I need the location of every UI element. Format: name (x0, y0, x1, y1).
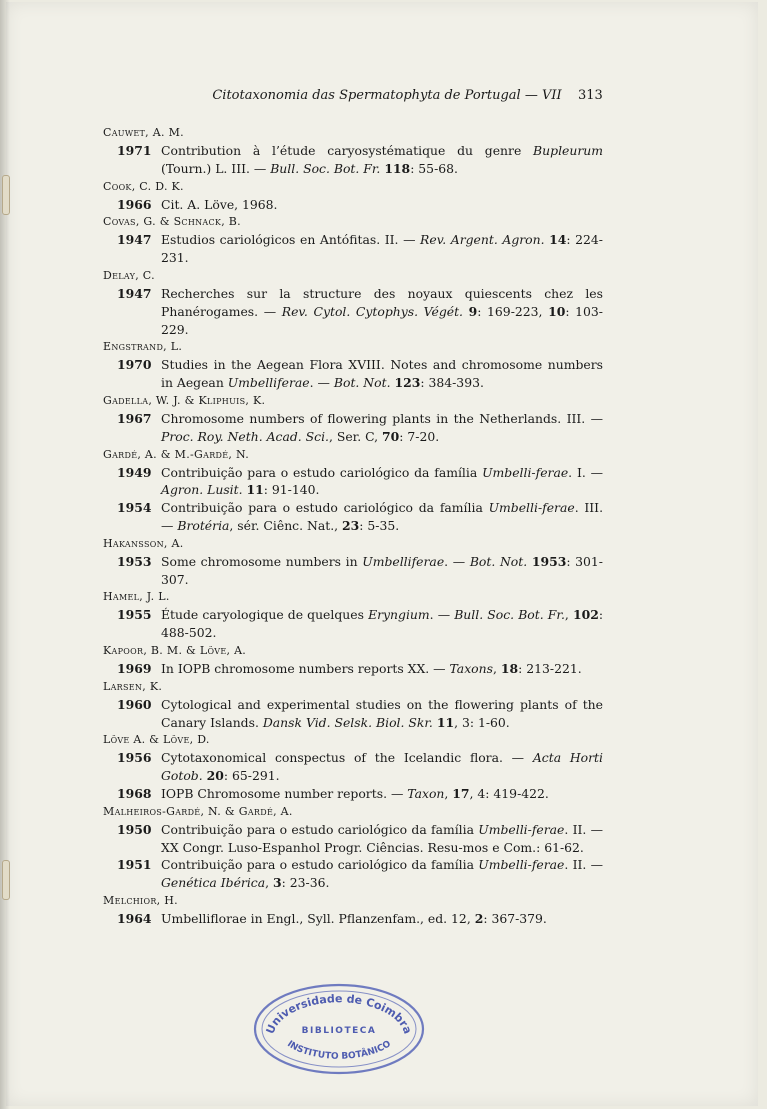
reference-text: Cytological and experimental studies on the flowering plants of the Canary Islands. Dansk Vid. Selsk. Biol. Skr. 11, 3: 1-60. (161, 696, 603, 730)
reference-year: 1970 (117, 357, 152, 373)
reference-author: Cook, C. D. K. (103, 179, 184, 193)
reference-entry (103, 196, 603, 214)
reference-block (103, 535, 603, 589)
reference-year: 1950 (117, 821, 152, 837)
reference-year: 1947 (117, 232, 152, 248)
reference-block (103, 731, 603, 802)
reference-block (103, 124, 603, 178)
reference-entry (103, 821, 603, 857)
reference-text: Some chromosome numbers in Umbelliferae. — Bot. Not. 1953: 301-307. (161, 553, 603, 587)
reference-block (103, 267, 603, 338)
page-number: 313 (578, 88, 603, 103)
reference-year: 1953 (117, 553, 152, 569)
reference-entry (103, 142, 603, 178)
reference-year: 1954 (117, 500, 152, 516)
reference-block (103, 178, 603, 214)
reference-entry (103, 660, 603, 678)
stamp-text-bottom: INSTITUTO BOTÂNICO (285, 1039, 393, 1062)
reference-author: Melchior, H. (103, 893, 178, 907)
reference-entry (103, 410, 603, 446)
reference-year: 1971 (117, 143, 152, 158)
reference-text: IOPB Chromosome number reports. — Taxon, 17, 4: 419-422. (161, 785, 549, 801)
reference-year: 1955 (117, 607, 152, 623)
reference-year: 1968 (117, 785, 152, 801)
binding-clip (2, 860, 10, 900)
reference-entry (103, 285, 603, 338)
running-title: Citotaxonomia das Spermatophyta de Portugal — VII (212, 88, 562, 103)
stamp-text-middle: BIBLIOTECA (301, 1026, 377, 1036)
reference-author: Covas, G. & Schnack, B. (103, 215, 241, 229)
reference-year: 1947 (117, 285, 152, 301)
reference-year: 1960 (117, 696, 152, 712)
reference-author: Gardé, A. & M.-Gardé, N. (103, 447, 249, 461)
reference-text: Cit. A. Löve, 1968. (161, 196, 278, 212)
reference-entry (103, 231, 603, 267)
reference-year: 1951 (117, 857, 152, 873)
reference-entry (103, 606, 603, 642)
reference-list (103, 124, 603, 928)
svg-text:INSTITUTO BOTÂNICO (285, 1039, 393, 1062)
reference-entry (103, 553, 603, 589)
reference-block (103, 588, 603, 642)
reference-text: Contribution à l’étude caryosystématique du genre Bupleurum (Tourn.) L. III. — Bull. Soc. Bot. Fr. 118: 55-68. (161, 143, 603, 176)
reference-text: Estudios cariológicos en Antófitas. II. — Rev. Argent. Agron. 14: 224-231. (161, 232, 603, 266)
reference-author: Engstrand, L. (103, 340, 183, 354)
reference-entry (103, 356, 603, 392)
reference-year: 1966 (117, 196, 152, 212)
reference-author: Cauwet, A. M. (103, 126, 184, 139)
reference-text: Recherches sur la structure des noyaux quiescents chez les Phanérogames. — Rev. Cytol. Cytophys. Végét. 9: 169-223, 10: 103-229. (161, 285, 603, 337)
reference-author: Hakansson, A. (103, 536, 184, 550)
reference-author: Malheiros-Gardé, N. & Gardé, A. (103, 804, 293, 818)
reference-block (103, 338, 603, 392)
reference-year: 1956 (117, 750, 152, 766)
reference-text: Contribuição para o estudo cariológico da família Umbelli-ferae. I. — Agron. Lusit. 11: 91-140. (161, 464, 603, 498)
reference-text: Contribuição para o estudo cariológico da família Umbelli-ferae. II. — Genética Ibérica, 3: 23-36. (161, 857, 604, 891)
reference-entry (103, 696, 603, 732)
reference-block (103, 642, 603, 678)
reference-author: Gadella, W. J. & Kliphuis, K. (103, 393, 266, 407)
page-edge-shadow (0, 0, 10, 1109)
reference-author: Hamel, J. L. (103, 590, 170, 604)
reference-block (103, 892, 603, 928)
stamp-text-top: Universidade de Coimbra (263, 992, 415, 1036)
reference-text: Studies in the Aegean Flora XVIII. Notes and chromosome numbers in Aegean Umbelliferae. — Bot. Not. 123: 384-393. (161, 357, 603, 391)
reference-text: Contribuição para o estudo cariológico da família Umbelli-ferae. II. — XX Congr. Luso-Espanhol Progr. Ciências. Resu-mos e Com.: 61-62. (161, 821, 604, 855)
reference-year: 1967 (117, 410, 152, 426)
reference-text: In IOPB chromosome numbers reports XX. — Taxons, 18: 213-221. (161, 660, 582, 676)
library-stamp (250, 980, 428, 1078)
reference-block (103, 446, 603, 535)
reference-block (103, 213, 603, 267)
reference-entry (103, 785, 603, 803)
reference-text: Umbelliflorae in Engl., Syll. Pflanzenfam., ed. 12, 2: 367-379. (161, 910, 547, 926)
reference-author: Larsen, K. (103, 679, 163, 693)
reference-block (103, 392, 603, 446)
reference-year: 1949 (117, 464, 152, 480)
reference-entry (103, 499, 603, 535)
reference-year: 1969 (117, 660, 152, 676)
reference-entry (103, 910, 603, 928)
reference-block (103, 803, 603, 892)
reference-year: 1964 (117, 910, 152, 926)
reference-author: Delay, C. (103, 268, 155, 282)
reference-text: Chromosome numbers of flowering plants in the Netherlands. III. — Proc. Roy. Neth. Acad. Sci., Ser. C, 70: 7-20. (161, 410, 603, 444)
reference-entry (103, 464, 603, 500)
binding-clip (2, 175, 10, 215)
reference-text: Étude caryologique de quelques Eryngium. — Bull. Soc. Bot. Fr., 102: 488-502. (161, 607, 604, 641)
reference-author: Löve A. & Löve, D. (103, 733, 210, 747)
reference-text: Contribuição para o estudo cariológico da família Umbelli-ferae. III. — Brotéria, sér. Ciênc. Nat., 23: 5-35. (161, 500, 604, 533)
reference-text: Cytotaxonomical conspectus of the Icelandic flora. — Acta Horti Gotob. 20: 65-291. (161, 750, 603, 784)
reference-block (103, 678, 603, 732)
reference-author: Kapoor, B. M. & Löve, A. (103, 643, 247, 657)
reference-entry (103, 749, 603, 785)
reference-entry (103, 856, 603, 892)
